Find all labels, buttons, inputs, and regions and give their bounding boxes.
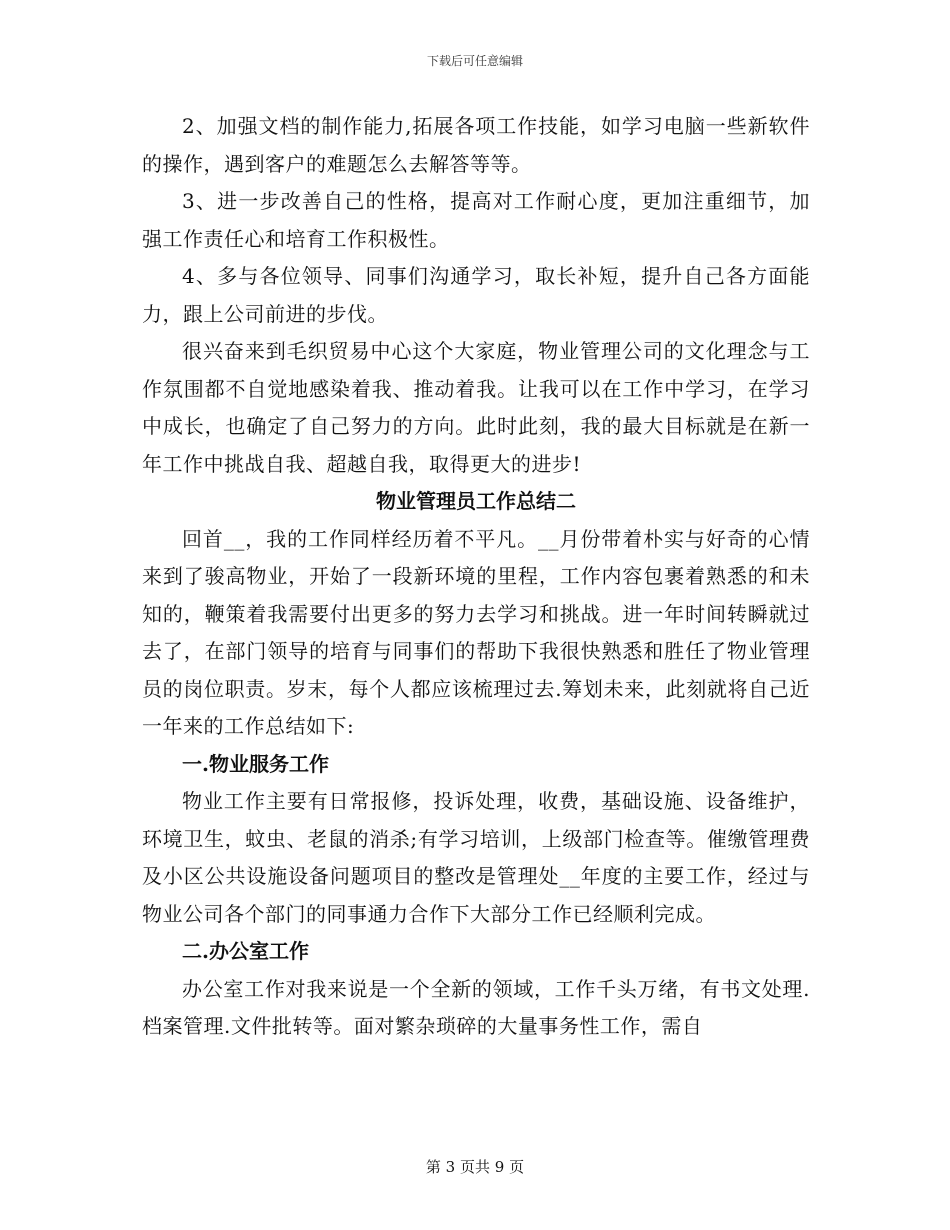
section-text-office-work: 办公室工作对我来说是一个全新的领域，工作千头万绪，有书文处理.档案管理.文件批转等。面对繁杂琐碎的大量事务性工作，需自 [142,976,810,1038]
paragraph-closing: 很兴奋来到毛织贸易中心这个大家庭，物业管理公司的文化理念与工作氛围都不自觉地感染着我、推动着我。让我可以在工作中学习，在学习中成长，也确定了自己努力的方向。此时此刻，我的最大目标就是在新一年工作中挑战自我、超越自我，取得更大的进步! [142,339,810,476]
page-header: 下载后可任意编辑 [426,54,523,68]
paragraph-item-3: 3、进一步改善自己的性格，提高对工作耐心度，更加注重细节，加强工作责任心和培育工作积极性。 [142,189,810,251]
section-heading-property-service: 一.物业服务工作 [182,751,329,776]
paragraph-item-4: 4、多与各位领导、同事们沟通学习，取长补短，提升自己各方面能力，跟上公司前进的步伐。 [142,264,810,326]
document-body [142,108,810,1046]
paragraph-item-2: 2、加强文档的制作能力,拓展各项工作技能，如学习电脑一些新软件的操作，遇到客户的难题怎么去解答等等。 [142,114,810,176]
section-text-property-service: 物业工作主要有日常报修，投诉处理，收费，基础设施、设备维护，环境卫生，蚊虫、老鼠的消杀;有学习培训，上级部门检查等。催缴管理费及小区公共设施设备问题项目的整改是管理处__年度的主要工作，经过与物业公司各个部门的同事通力合作下大部分工作已经顺利完成。 [142,789,810,926]
section-heading-office-work: 二.办公室工作 [182,939,309,963]
document-title: 物业管理员工作总结二 [376,489,576,513]
page-number: 第 3 页共 9 页 [425,1158,525,1176]
paragraph-opening: 回首__，我的工作同样经历着不平凡。__月份带着朴实与好奇的心情来到了骏高物业，开始了一段新环境的里程，工作内容包裹着熟悉的和未知的，鞭策着我需要付出更多的努力去学习和挑战。进一年时间转瞬就过去了，在部门领导的培育与同事们的帮助下我很快熟悉和胜任了物业管理员的岗位职责。岁末，每个人都应该梳理过去.筹划未来，此刻就将自己近一年来的工作总结如下: [142,526,810,738]
